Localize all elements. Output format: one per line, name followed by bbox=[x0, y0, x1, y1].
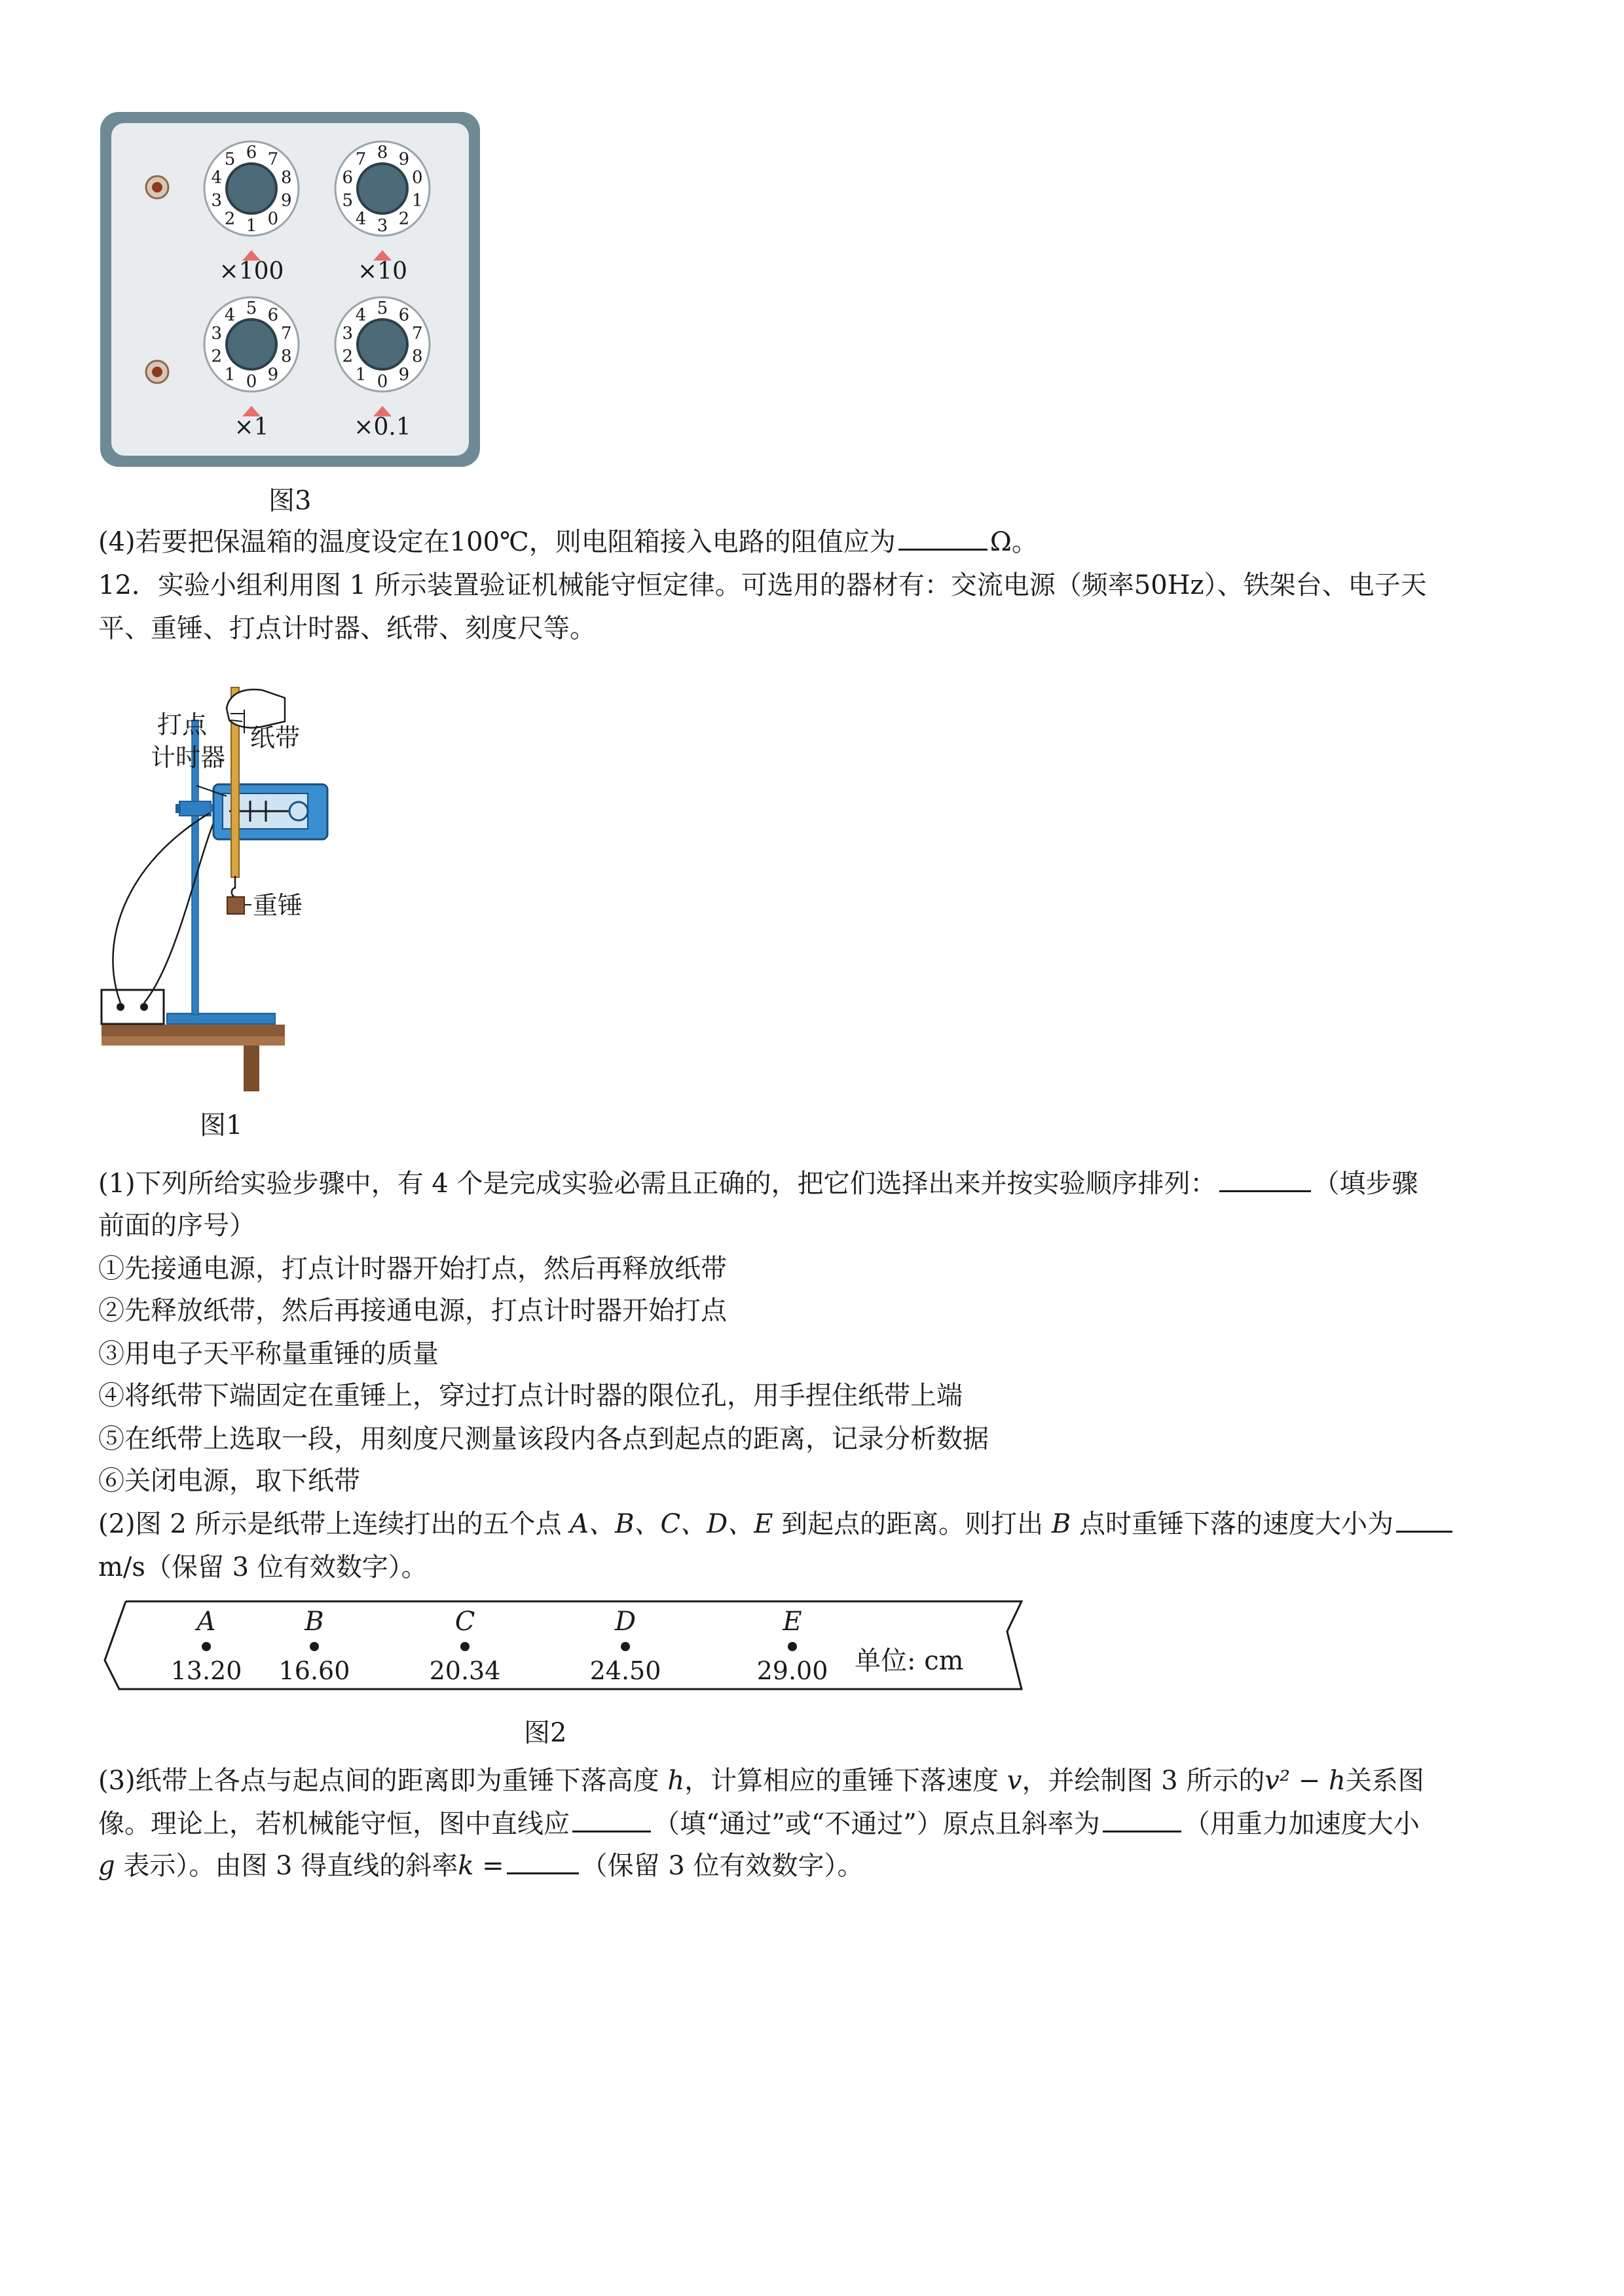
tape-point-label: D bbox=[614, 1607, 637, 1637]
dial-digit: 2 bbox=[224, 209, 236, 229]
fig1-caption: 图1 bbox=[200, 1110, 243, 1140]
dial-multiplier: ×100 bbox=[219, 258, 284, 285]
q12-part3-h: h bbox=[667, 1766, 685, 1796]
terminal-bottom bbox=[146, 361, 168, 383]
q11-part4 bbox=[98, 524, 1038, 560]
q12-part3-text-h: 表示）。由图 3 得直线的斜率 bbox=[115, 1851, 458, 1881]
step-3: ③用电子天平称量重锤的质量 bbox=[98, 1339, 439, 1369]
q12-part3-text-e: 像。理论上，若机械能守恒，图中直线应 bbox=[98, 1809, 570, 1839]
ac-power-supply bbox=[101, 990, 164, 1024]
step-5: ⑤在纸带上选取一段，用刻度尺测量该段内各点到起点的距离，记录分析数据 bbox=[98, 1424, 989, 1454]
q12-part3-line1 bbox=[98, 1762, 1424, 1799]
dial-multiplier: ×10 bbox=[358, 258, 407, 285]
stand-base bbox=[167, 1013, 275, 1024]
dial-knob[interactable] bbox=[227, 164, 276, 213]
step-1: ①先接通电源，打点计时器开始打点，然后再释放纸带 bbox=[98, 1254, 727, 1284]
q12-part1-tail: （填步骤 bbox=[1313, 1169, 1418, 1199]
q12-part2-answer-blank[interactable] bbox=[1396, 1506, 1452, 1533]
dial-digit: 7 bbox=[411, 323, 423, 344]
tape-point-label: A bbox=[196, 1607, 216, 1637]
dial-digit: 7 bbox=[355, 149, 367, 170]
step-4: ④将纸带下端固定在重锤上，穿过打点计时器的限位孔，用手捏住纸带上端 bbox=[98, 1381, 963, 1411]
dial-digit: 0 bbox=[377, 372, 388, 392]
q12-part3-line2 bbox=[98, 1806, 1420, 1842]
q11-part4-text: (4)若要把保温箱的温度设定在100℃，则电阻箱接入电路的阻值应为 bbox=[98, 527, 896, 557]
dial-digit: 0 bbox=[246, 372, 257, 392]
dial-digit: 1 bbox=[355, 365, 367, 385]
tape-dot bbox=[310, 1642, 319, 1651]
q12-part3-v: v bbox=[1006, 1766, 1022, 1796]
q12-part3-slope-value-blank[interactable] bbox=[507, 1848, 579, 1874]
dial-digit: 3 bbox=[342, 323, 354, 344]
q12-part1-line1 bbox=[98, 1165, 1418, 1202]
q12-part3-text-a: (3)纸带上各点与起点间的距离即为重锤下落高度 bbox=[98, 1766, 668, 1796]
dial-digit: 8 bbox=[377, 143, 388, 162]
dial-digit: 3 bbox=[377, 216, 388, 236]
dial-digit: 4 bbox=[355, 209, 367, 229]
q12-part3-g: g bbox=[98, 1851, 115, 1881]
q12-part2-line2: m/s（保留 3 位有效数字）。 bbox=[98, 1552, 428, 1582]
label-timer-line1: 打点 bbox=[157, 710, 208, 739]
dial-digit: 5 bbox=[246, 299, 257, 318]
dial-digit: 6 bbox=[342, 168, 354, 188]
q12-stem-line1: 12．实验小组利用图 1 所示装置验证机械能守恒定律。可选用的器材有：交流电源（频率50Hz）、铁架台、电子天 bbox=[98, 570, 1427, 600]
q12-part3-text-d: 关系图 bbox=[1345, 1766, 1424, 1796]
tape-unit: 单位: cm bbox=[855, 1646, 964, 1676]
tape-point-value: 13.20 bbox=[170, 1656, 242, 1685]
tape-point-value: 29.00 bbox=[756, 1656, 828, 1685]
q12-part3-line3 bbox=[98, 1848, 864, 1884]
wire-right bbox=[144, 820, 215, 1003]
q11-part4-answer-blank[interactable] bbox=[898, 524, 987, 551]
tape-point-label: B bbox=[304, 1607, 324, 1637]
dial-digit: 2 bbox=[398, 209, 410, 229]
q12-part2-text-c: 点时重锤下落的速度大小为 bbox=[1071, 1509, 1393, 1539]
q12-part2-point-b: B bbox=[1051, 1509, 1071, 1539]
dial-digit: 5 bbox=[224, 149, 236, 170]
q12-part3-text-b: ，计算相应的重锤下落速度 bbox=[684, 1766, 1007, 1796]
dial-digit: 1 bbox=[411, 191, 423, 211]
dial-digit: 9 bbox=[280, 191, 292, 211]
resistance-box-figure bbox=[98, 110, 482, 469]
dial-digit: 7 bbox=[280, 323, 292, 344]
q12-part3-text-c: ，并绘制图 3 所示的 bbox=[1022, 1766, 1265, 1796]
label-weight: 重锤 bbox=[253, 891, 303, 920]
tape-point-value: 16.60 bbox=[278, 1656, 350, 1685]
tape-point-value: 20.34 bbox=[429, 1656, 501, 1685]
dial-digit: 1 bbox=[224, 365, 236, 385]
fig2-caption: 图2 bbox=[524, 1718, 567, 1748]
dial-digit: 0 bbox=[411, 168, 423, 188]
resistance-box-svg bbox=[98, 110, 482, 469]
heavy-weight bbox=[227, 897, 244, 914]
q12-part3-text-i: （保留 3 位有效数字）。 bbox=[581, 1851, 864, 1881]
dial-digit: 5 bbox=[377, 299, 388, 318]
dial-digit: 8 bbox=[280, 168, 292, 188]
dial-digit: 5 bbox=[342, 191, 354, 211]
tape-point-value: 24.50 bbox=[589, 1656, 661, 1685]
q12-part3-pass-origin-blank[interactable] bbox=[572, 1806, 651, 1832]
step-2: ②先释放纸带，然后再接通电源，打点计时器开始打点 bbox=[98, 1296, 727, 1326]
dial-digit: 8 bbox=[411, 346, 423, 367]
q12-part3-slope-expr-blank[interactable] bbox=[1103, 1806, 1181, 1832]
fig3-caption: 图3 bbox=[268, 486, 312, 516]
label-tape: 纸带 bbox=[250, 723, 301, 752]
dial-multiplier: ×0.1 bbox=[354, 414, 411, 441]
dial-digit: 2 bbox=[342, 346, 354, 367]
tape-dot bbox=[621, 1642, 630, 1651]
dial-digit: 2 bbox=[211, 346, 223, 367]
terminal-top bbox=[146, 176, 168, 198]
q12-stem-line2: 平、重锤、打点计时器、纸带、刻度尺等。 bbox=[98, 613, 596, 644]
dial-digit: 4 bbox=[224, 305, 236, 325]
tape-dot bbox=[202, 1642, 211, 1651]
tape-figure bbox=[98, 1591, 1028, 1709]
dial-digit: 6 bbox=[246, 143, 257, 162]
q12-part1-text: (1)下列所给实验步骤中，有 4 个是完成实验必需且正确的，把它们选择出来并按实验顺序排列： bbox=[98, 1169, 1217, 1199]
dial-digit: 1 bbox=[246, 216, 257, 236]
hand-icon bbox=[227, 689, 285, 727]
hook bbox=[232, 876, 235, 897]
q12-part1-line2: 前面的序号） bbox=[98, 1211, 255, 1241]
dial-digit: 9 bbox=[398, 365, 410, 385]
q12-part1-answer-blank[interactable] bbox=[1219, 1165, 1311, 1192]
dial-digit: 3 bbox=[211, 191, 223, 211]
q12-part3-text-g: （用重力加速度大小 bbox=[1183, 1809, 1420, 1839]
q12-part3-formula: v² − h bbox=[1264, 1766, 1346, 1796]
tape-dot bbox=[788, 1642, 797, 1651]
dial-knob[interactable] bbox=[227, 319, 276, 369]
tape-dot bbox=[460, 1642, 470, 1651]
label-timer-line2: 计时器 bbox=[151, 743, 226, 772]
q12-part3-k: k = bbox=[458, 1851, 504, 1881]
dial-multiplier: ×1 bbox=[234, 414, 269, 441]
dial-digit: 0 bbox=[267, 209, 279, 229]
table bbox=[101, 1025, 285, 1091]
dial-knob[interactable] bbox=[358, 164, 407, 213]
apparatus-figure bbox=[98, 668, 303, 1093]
q12-part2-points: A、B、C、D、E bbox=[570, 1509, 773, 1539]
dial-digit: 7 bbox=[267, 149, 279, 170]
apparatus-svg bbox=[98, 668, 303, 1093]
dial-digit: 4 bbox=[355, 305, 367, 325]
dial-knob[interactable] bbox=[358, 319, 407, 369]
dial-digit: 9 bbox=[267, 365, 279, 385]
dial-digit: 6 bbox=[398, 305, 410, 325]
q12-part2-line1 bbox=[98, 1506, 1455, 1542]
q12-part2-text-b: 到起点的距离。则打出 bbox=[773, 1509, 1052, 1539]
tape-point-label: E bbox=[783, 1607, 802, 1637]
dial-digit: 3 bbox=[211, 323, 223, 344]
q12-part3-text-f: （填“通过”或“不通过”）原点且斜率为 bbox=[654, 1809, 1100, 1839]
step-6: ⑥关闭电源，取下纸带 bbox=[98, 1466, 360, 1496]
dial-digit: 8 bbox=[280, 346, 292, 367]
dial-digit: 4 bbox=[211, 168, 223, 188]
q12-part2-text-a: (2)图 2 所示是纸带上连续打出的五个点 bbox=[98, 1509, 570, 1539]
tape-point-label: C bbox=[454, 1607, 475, 1637]
dial-digit: 9 bbox=[398, 149, 410, 170]
tape-svg bbox=[98, 1591, 1028, 1709]
dial-digit: 6 bbox=[267, 305, 279, 325]
q11-part4-unit: Ω。 bbox=[989, 527, 1038, 557]
